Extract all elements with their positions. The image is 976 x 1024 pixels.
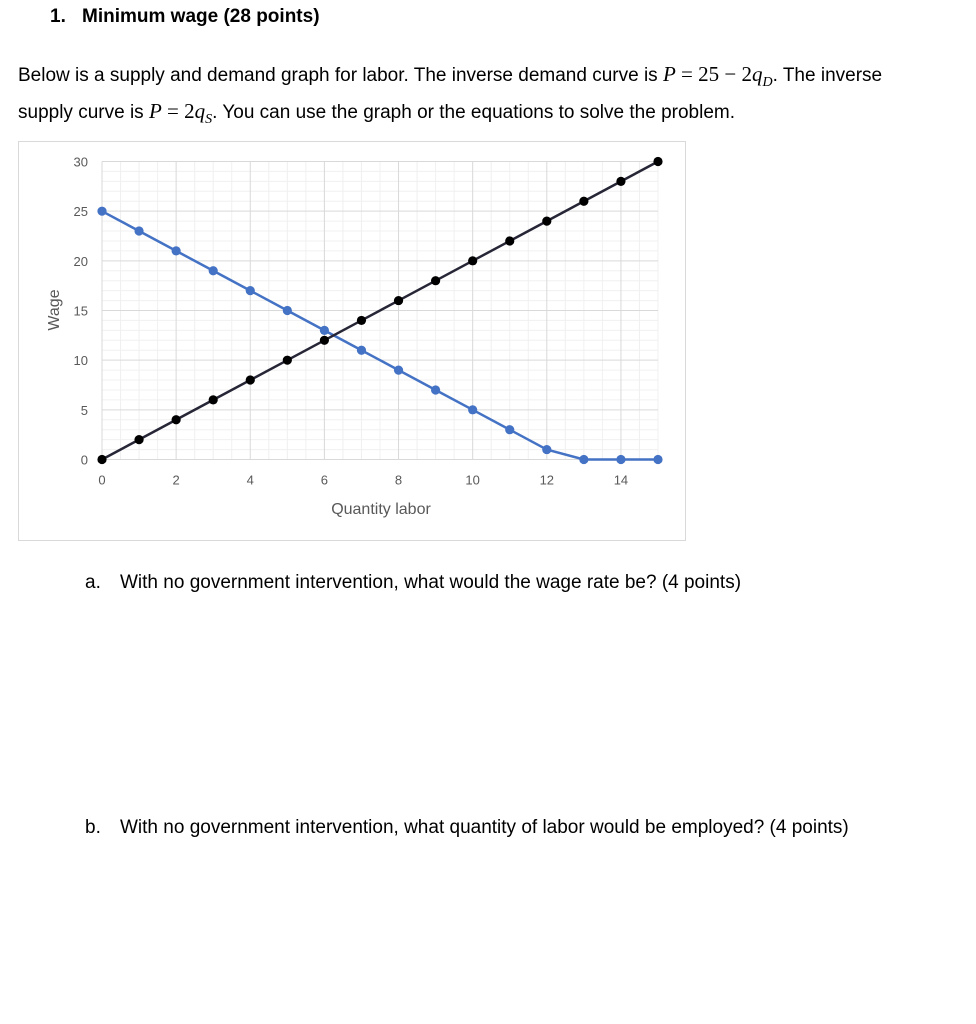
x-axis-label: Quantity labor (331, 501, 431, 518)
series-0-point (468, 405, 477, 414)
series-0-point (505, 425, 514, 434)
series-0-point (394, 366, 403, 375)
demand-equation (662, 62, 773, 91)
series-0-point (357, 346, 366, 355)
supply-sub: S (205, 112, 213, 128)
intro-text-3: . You can use the graph or the equations to solve the problem. (212, 102, 735, 124)
series-0-point (616, 455, 625, 464)
series-1-point (209, 395, 218, 404)
series-1-point (653, 157, 662, 166)
series-0-point (134, 226, 143, 235)
supply-lhs: P (148, 99, 162, 124)
problem-heading (50, 6, 320, 28)
series-1-point (320, 336, 329, 345)
y-tick-label: 25 (73, 204, 88, 220)
question-b-letter: b. (85, 817, 101, 838)
demand-var: q (751, 62, 763, 86)
chart-svg (19, 142, 687, 542)
y-tick-label: 20 (73, 253, 88, 269)
intro-text-2: . The inverse supply curve is (18, 65, 883, 124)
x-tick-label: 0 (98, 472, 106, 488)
supply-equation (148, 99, 213, 128)
series-1-point (283, 356, 292, 365)
series-1-point (542, 217, 551, 226)
series-1-point (97, 455, 106, 464)
series-1-point (468, 256, 477, 265)
y-axis-label: Wage (46, 289, 63, 331)
series-1-point (134, 435, 143, 444)
supply-var: q (194, 99, 206, 124)
x-tick-label: 4 (246, 472, 254, 488)
x-tick-label: 8 (394, 472, 403, 488)
supply-demand-chart (18, 141, 686, 541)
y-tick-label: 30 (73, 154, 88, 170)
y-tick-label: 15 (73, 303, 88, 319)
x-tick-label: 14 (613, 472, 629, 488)
series-0-point (283, 306, 292, 315)
series-0-point (209, 266, 218, 275)
y-tick-label: 5 (80, 402, 88, 418)
x-tick-label: 2 (172, 472, 180, 488)
x-tick-label: 12 (539, 472, 555, 488)
intro-text-1: Below is a supply and demand graph for labor. The inverse demand curve is (18, 65, 663, 86)
series-0-point (172, 246, 181, 255)
y-tick-label: 0 (80, 452, 88, 468)
series-1-point (246, 375, 255, 384)
x-tick-label: 10 (465, 472, 480, 488)
question-b-text: With no government intervention, what quantity of labor would be employed? (4 points) (120, 817, 849, 838)
series-1-point (357, 316, 366, 325)
demand-eq: = 25 − 2 (675, 62, 752, 86)
series-1-point (431, 276, 440, 285)
series-0-point (542, 445, 551, 454)
series-1-point (579, 197, 588, 206)
series-0-point (579, 455, 588, 464)
series-0-point (246, 286, 255, 295)
question-a-text: With no government intervention, what would the wage rate be? (4 points) (120, 572, 742, 593)
series-0-point (653, 455, 662, 464)
series-0-point (97, 207, 106, 216)
series-1-point (505, 236, 514, 245)
series-1-point (172, 415, 181, 424)
supply-eq: = 2 (161, 99, 195, 124)
problem-intro (18, 60, 918, 134)
problem-title: Minimum wage (28 points) (82, 6, 320, 27)
series-0-point (431, 385, 440, 394)
series-0-point (320, 326, 329, 335)
x-tick-label: 6 (320, 472, 329, 488)
question-a-letter: a. (85, 572, 101, 593)
tick-labels (74, 155, 629, 488)
y-tick-label: 10 (73, 353, 88, 369)
demand-lhs: P (662, 62, 676, 86)
demand-sub: D (762, 75, 773, 91)
series-1-point (616, 177, 625, 186)
problem-number: 1. (50, 6, 66, 27)
series-1-point (394, 296, 403, 305)
